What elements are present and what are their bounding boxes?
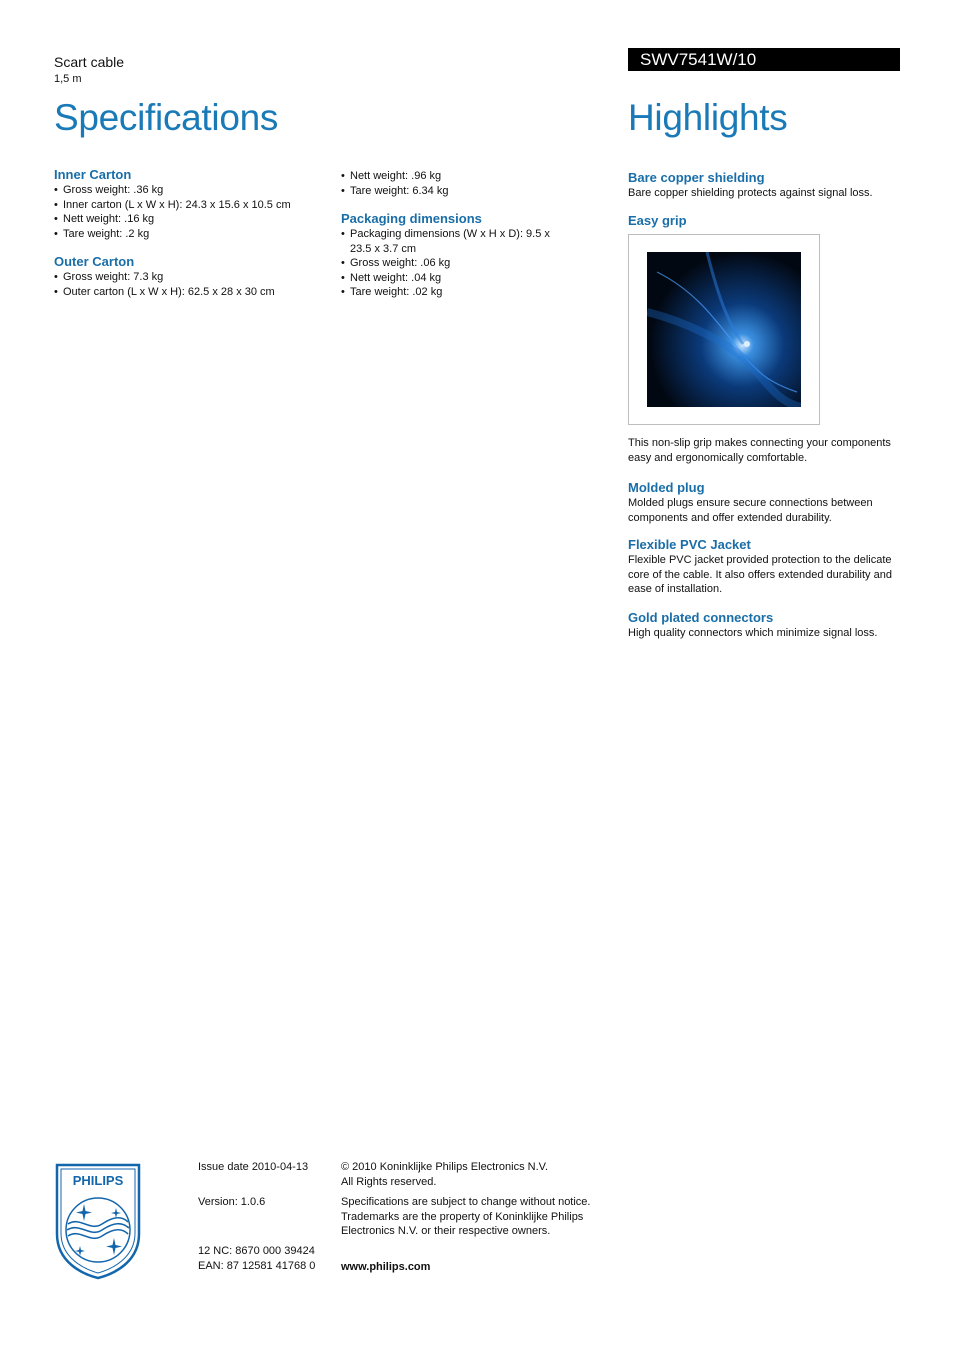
easy-grip-image — [647, 252, 801, 407]
spec-item: • Nett weight: .96 kg — [341, 169, 551, 184]
highlight-text: Flexible PVC jacket provided protection to the delicate core of the cable. It also offers extended durability and ease of installation. — [628, 554, 892, 595]
product-name: Scart cable — [54, 54, 125, 70]
spec-heading: Outer Carton — [54, 254, 135, 269]
svg-text:PHILIPS: PHILIPS — [72, 1173, 124, 1188]
easy-grip-image-frame — [628, 234, 820, 425]
notice-line: Specifications are subject to change without notice. — [341, 1196, 591, 1208]
notice-line: Electronics N.V. or their respective owners. — [341, 1225, 551, 1237]
highlight-text: High quality connectors which minimize signal loss. — [628, 627, 878, 639]
spec-item: • Nett weight: .04 kg — [341, 271, 551, 286]
spec-item: • Gross weight: .36 kg — [54, 183, 334, 198]
highlight-heading: Easy grip — [628, 213, 687, 228]
version: Version: 1.0.6 — [198, 1195, 266, 1208]
highlight-heading: Molded plug — [628, 480, 705, 495]
issue-date: Issue date 2010-04-13 — [198, 1161, 309, 1173]
spec-section-inner-carton — [54, 167, 334, 241]
highlight-bare-copper — [628, 170, 900, 201]
highlight-text: This non-slip grip makes connecting your components easy and ergonomically comfortable. — [628, 437, 891, 464]
product-length: 1,5 m — [54, 73, 82, 85]
spec-item: • Packaging dimensions (W x H x D): 9.5 x 23.5 x 3.7 cm — [341, 227, 551, 256]
philips-logo — [54, 1162, 142, 1285]
spec-item: • Inner carton (L x W x H): 24.3 x 15.6 x 10.5 cm — [54, 198, 334, 213]
highlights-title: Highlights — [628, 97, 788, 138]
footer-legal — [341, 1160, 611, 1274]
spec-item: • Tare weight: .2 kg — [54, 227, 334, 242]
highlight-easy-grip — [628, 213, 900, 229]
spec-section-outer-carton — [54, 254, 334, 299]
spec-section-packaging — [341, 211, 551, 300]
spec-item: • Nett weight: .16 kg — [54, 212, 334, 227]
highlight-heading: Gold plated connectors — [628, 610, 774, 625]
notice-line: Trademarks are the property of Koninklijke Philips — [341, 1210, 584, 1223]
spec-item: • Gross weight: 7.3 kg — [54, 270, 334, 285]
spec-heading: Inner Carton — [54, 167, 132, 182]
spec-heading: Packaging dimensions — [341, 211, 482, 226]
spec-item: • Tare weight: 6.34 kg — [341, 184, 551, 199]
highlight-molded-plug — [628, 480, 900, 525]
copyright-line: All Rights reserved. — [341, 1175, 437, 1188]
highlight-text: Bare copper shielding protects against signal loss. — [628, 187, 873, 199]
website-link[interactable]: www.philips.com — [341, 1260, 431, 1273]
highlight-easy-grip-text — [628, 436, 900, 465]
footer-meta — [198, 1160, 333, 1273]
spec-column-left — [54, 167, 334, 299]
spec-column-right — [341, 169, 551, 300]
highlight-heading: Bare copper shielding — [628, 170, 765, 185]
highlight-gold-plated — [628, 610, 900, 641]
spec-item: • Gross weight: .06 kg — [341, 256, 551, 271]
specifications-title: Specifications — [54, 97, 279, 138]
highlight-heading: Flexible PVC Jacket — [628, 537, 751, 552]
highlight-flexible-pvc — [628, 537, 900, 597]
model-number-bar: SWV7541W/10 — [628, 48, 900, 71]
copyright-line: © 2010 Koninklijke Philips Electronics N.V. — [341, 1161, 549, 1173]
ean-number: EAN: 87 12581 41768 0 — [198, 1259, 316, 1272]
nc-number: 12 NC: 8670 000 39424 — [198, 1245, 315, 1257]
philips-shield-icon — [54, 1162, 142, 1280]
spec-item: • Tare weight: .02 kg — [341, 285, 551, 300]
highlight-text: Molded plugs ensure secure connections between components and offer extended durability. — [628, 497, 873, 524]
spec-item: • Outer carton (L x W x H): 62.5 x 28 x 30 cm — [54, 285, 334, 300]
